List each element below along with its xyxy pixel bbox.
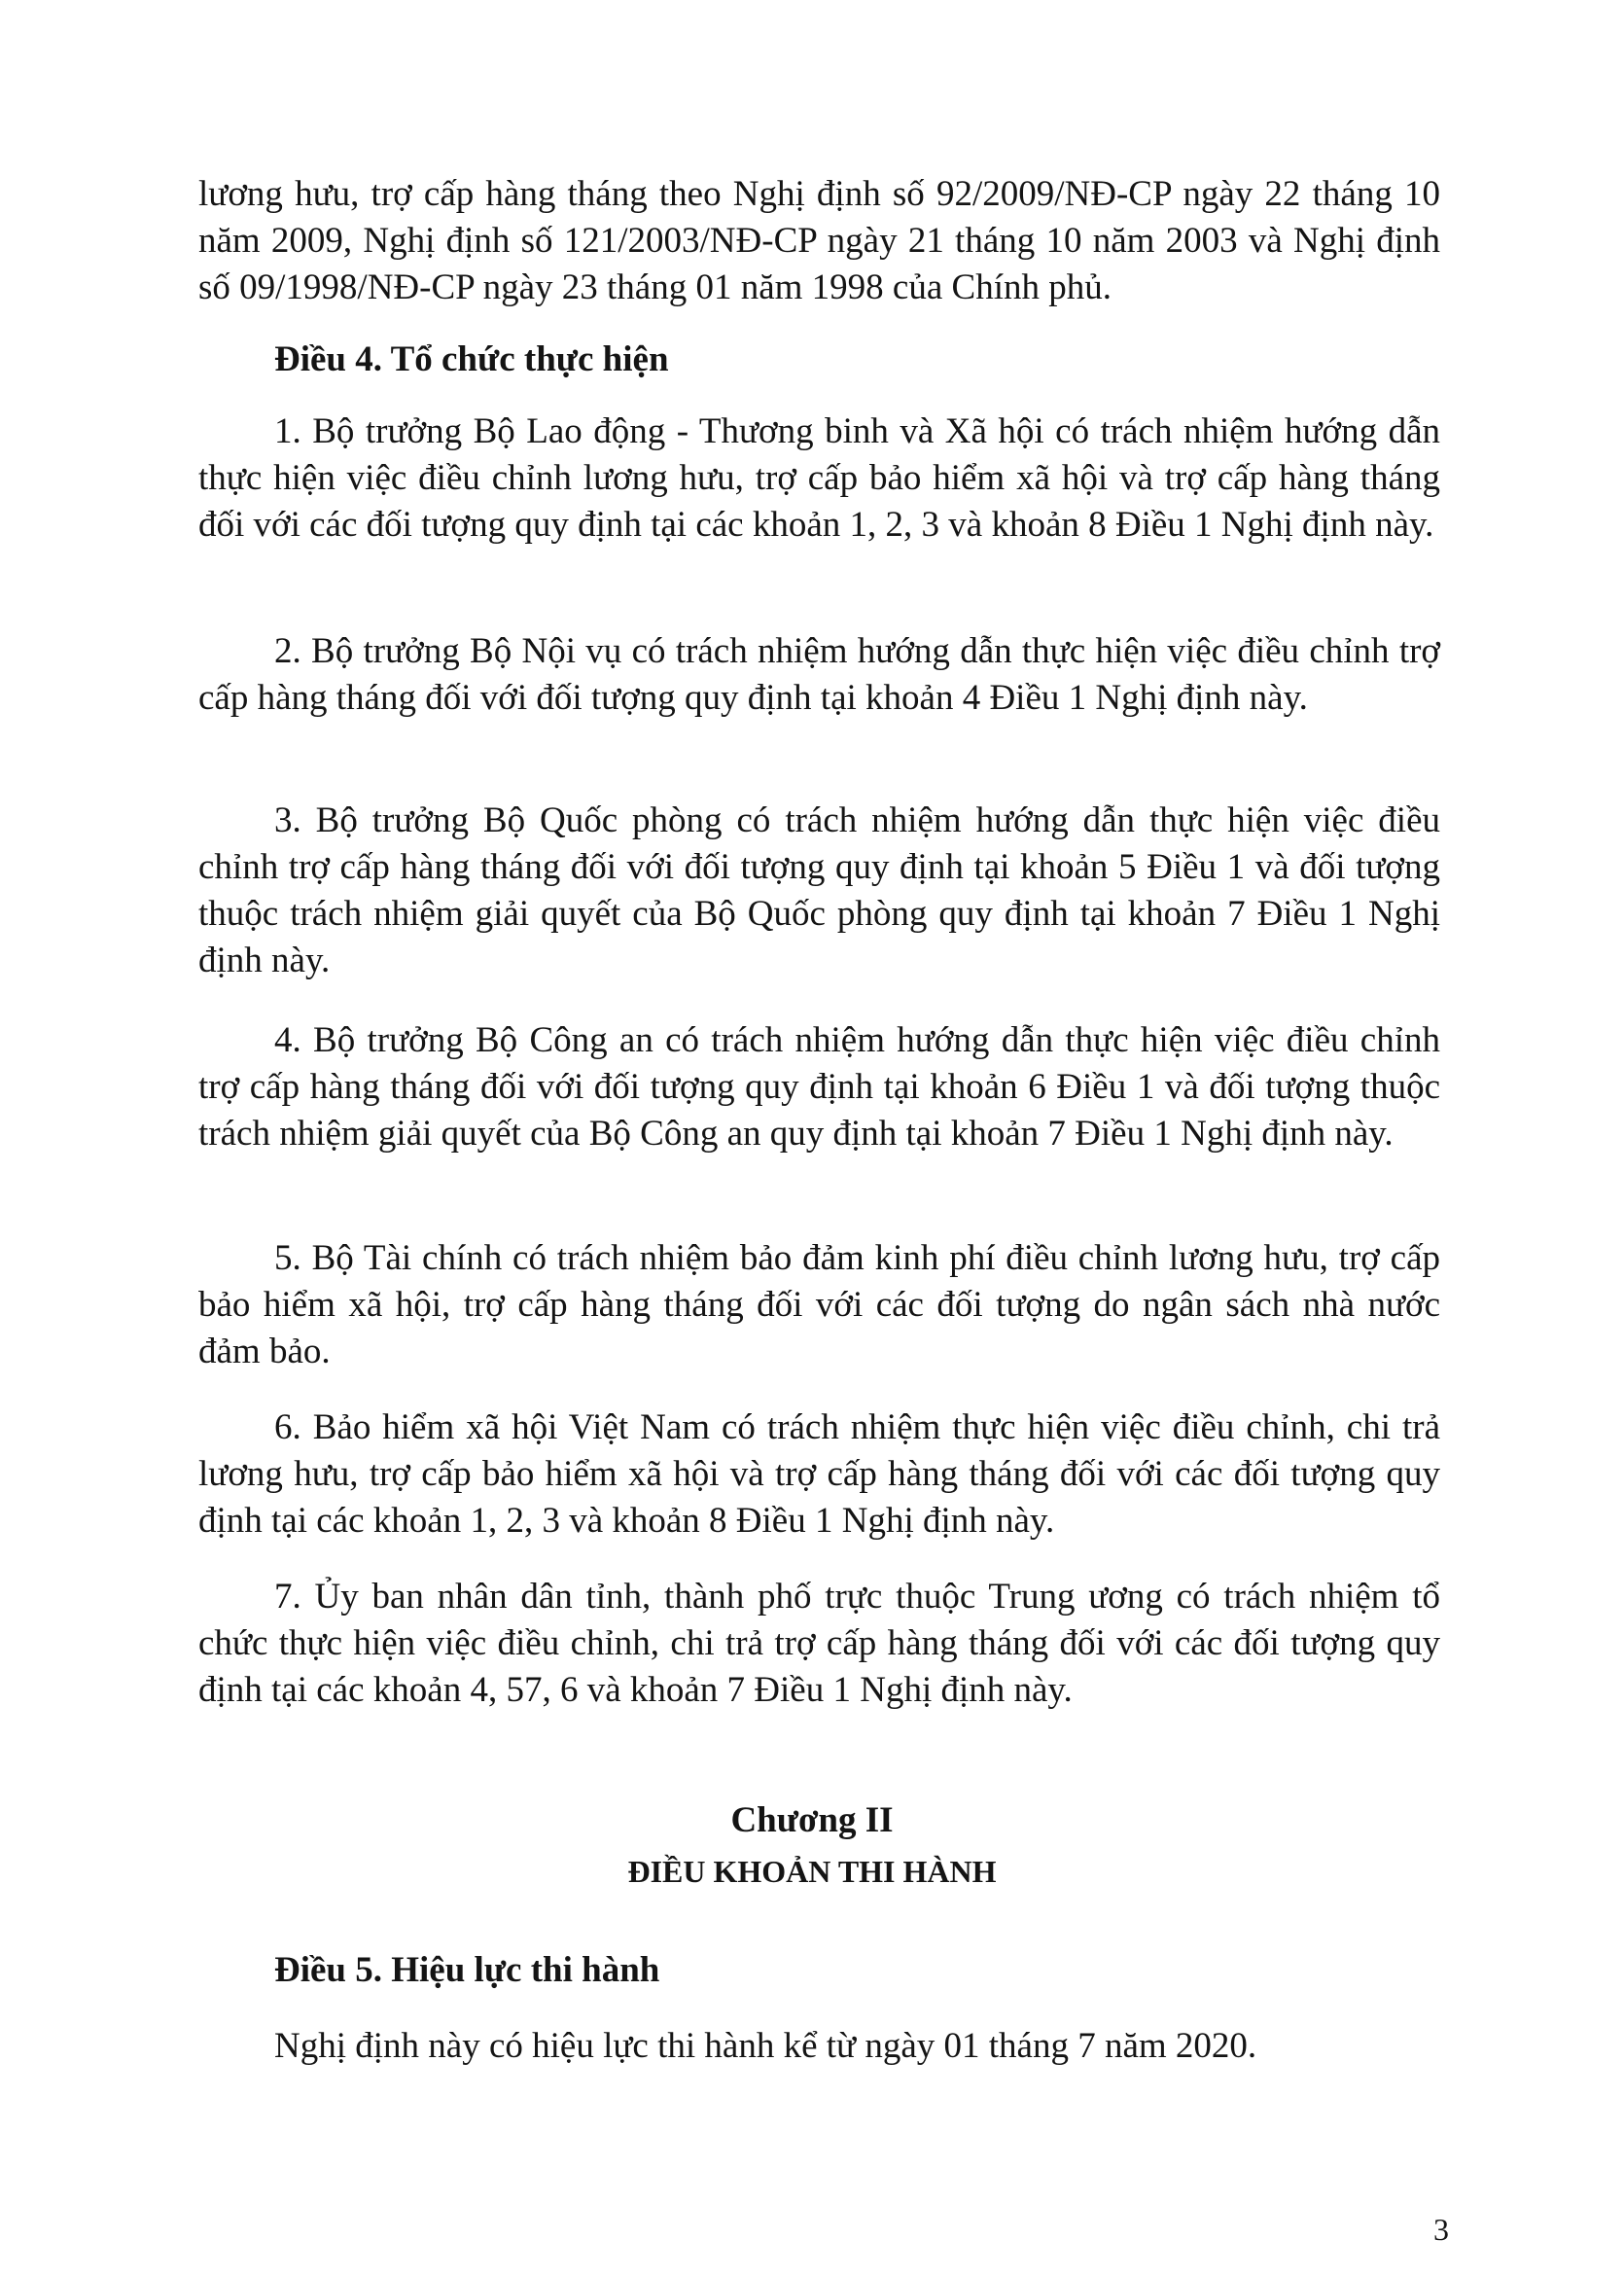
- article-4-item-7-text: 7. Ủy ban nhân dân tỉnh, thành phố trực thuộc Trung ương có trách nhiệm tổ chức thực hiện việc điều chỉnh, chi trả trợ cấp hàng tháng đối với các đối tượng quy định tại các khoản 4, 57, 6 và khoản 7 Điều 1 Nghị định này.: [198, 1577, 1440, 1710]
- article-4-item-2: [198, 628, 1440, 722]
- article-4-item-7: [198, 1574, 1440, 1714]
- article-4-item-6: [198, 1404, 1440, 1545]
- article-4-item-1-text: 1. Bộ trưởng Bộ Lao động - Thương binh và Xã hội có trách nhiệm hướng dẫn thực hiện việc điều chỉnh lương hưu, trợ cấp bảo hiểm xã hội và trợ cấp hàng tháng đối với các đối tượng quy định tại các khoản 1, 2, 3 và khoản 8 Điều 1 Nghị định này.: [198, 411, 1440, 545]
- article-5-paragraph: [198, 2023, 1440, 2070]
- article-4-item-6-text: 6. Bảo hiểm xã hội Việt Nam có trách nhiệm thực hiện việc điều chỉnh, chi trả lương hưu, trợ cấp bảo hiểm xã hội và trợ cấp hàng tháng đối với các đối tượng quy định tại các khoản 1, 2, 3 và khoản 8 Điều 1 Nghị định này.: [198, 1407, 1440, 1541]
- article-4-item-5-text: 5. Bộ Tài chính có trách nhiệm bảo đảm kinh phí điều chỉnh lương hưu, trợ cấp bảo hiểm xã hội, trợ cấp hàng tháng đối với các đối tượng do ngân sách nhà nước đảm bảo.: [198, 1238, 1440, 1371]
- chapter-subtitle: ĐIỀU KHOẢN THI HÀNH: [627, 1854, 997, 1889]
- article-4-item-4-text: 4. Bộ trưởng Bộ Công an có trách nhiệm hướng dẫn thực hiện việc điều chỉnh trợ cấp hàng tháng đối với đối tượng quy định tại khoản 6 Điều 1 và đối tượng thuộc trách nhiệm giải quyết của Bộ Công an quy định tại khoản 7 Điều 1 Nghị định này.: [198, 1020, 1440, 1154]
- article-4-item-3: [198, 798, 1440, 984]
- article-4-item-1: [198, 409, 1440, 549]
- article-4-item-2-text: 2. Bộ trưởng Bộ Nội vụ có trách nhiệm hướng dẫn thực hiện việc điều chỉnh trợ cấp hàng tháng đối với đối tượng quy định tại khoản 4 Điều 1 Nghị định này.: [198, 631, 1440, 718]
- article-5-text: Nghị định này có hiệu lực thi hành kể từ ngày 01 tháng 7 năm 2020.: [274, 2026, 1257, 2066]
- article-4-item-4: [198, 1017, 1440, 1157]
- intro-text: lương hưu, trợ cấp hàng tháng theo Nghị định số 92/2009/NĐ-CP ngày 22 tháng 10 năm 2009, Nghị định số 121/2003/NĐ-CP ngày 21 tháng 10 năm 2003 và Nghị định số 09/1998/NĐ-CP ngày 23 tháng 01 năm 1998 của Chính phủ.: [198, 174, 1440, 307]
- intro-paragraph: [198, 171, 1440, 311]
- article-4-heading: Điều 4. Tổ chức thực hiện: [274, 339, 669, 379]
- article-4-item-5: [198, 1235, 1440, 1375]
- chapter-title: Chương II: [730, 1800, 894, 1840]
- article-5-heading: Điều 5. Hiệu lực thi hành: [274, 1950, 660, 1990]
- page-number: 3: [1433, 2212, 1449, 2247]
- article-4-item-3-text: 3. Bộ trưởng Bộ Quốc phòng có trách nhiệm hướng dẫn thực hiện việc điều chỉnh trợ cấp hàng tháng đối với đối tượng quy định tại khoản 5 Điều 1 và đối tượng thuộc trách nhiệm giải quyết của Bộ Quốc phòng quy định tại khoản 7 Điều 1 Nghị định này.: [198, 800, 1440, 980]
